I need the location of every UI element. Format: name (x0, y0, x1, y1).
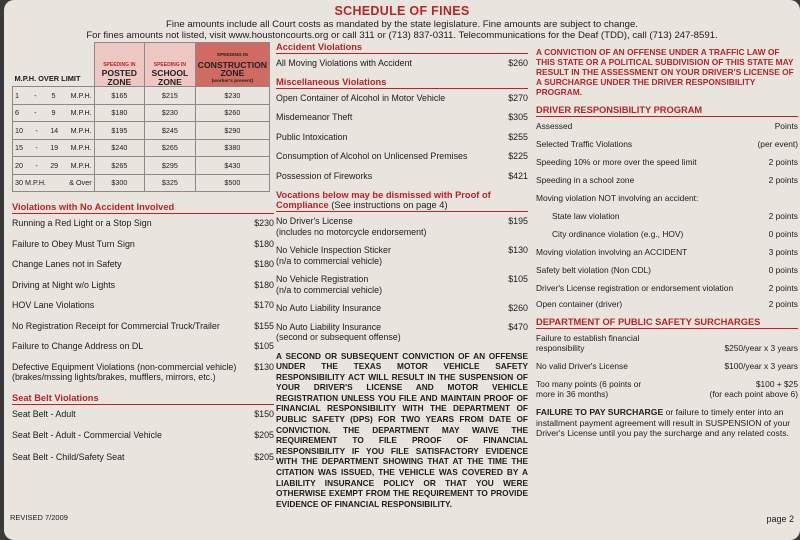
speed-range (13, 122, 95, 140)
fine-item (12, 239, 274, 250)
fine-item (276, 274, 528, 295)
fine-label (276, 58, 508, 69)
range-from: 1 (15, 90, 19, 100)
range-to: 9 (51, 108, 56, 118)
fine-amount: $105 (254, 341, 274, 351)
fine-label-text: No Registration Receipt for Commercial Truck/Trailer (12, 320, 220, 331)
range-sep: - (35, 143, 38, 153)
drp-label: Moving violation involving an ACCIDENT (536, 247, 688, 257)
range-unit: & Over (69, 178, 92, 188)
speed-range (13, 104, 95, 122)
fine-label-text: Misdemeanor Theft (276, 112, 353, 122)
fine-amount: $155 (254, 320, 274, 331)
fine-label (12, 430, 254, 441)
dps-item (536, 333, 798, 353)
fine-label (12, 362, 254, 383)
drp-points: 2 points (768, 211, 798, 221)
fine-item (12, 280, 274, 291)
speed-range-values (15, 126, 92, 135)
header-line-2: For fines amounts not listed, visit www.houstoncourts.org or call 311 or (713) 837-0311. Telecommunications for the Deaf (TDD), call (713) 247-8591. (86, 30, 718, 41)
drp-points: (per event) (757, 139, 798, 149)
range-from: 20 (15, 160, 23, 170)
drp-label: Speeding in a school zone (536, 175, 635, 185)
drp-label: Safety belt violation (Non CDL) (536, 265, 651, 275)
no-accident-list (12, 218, 274, 383)
fine-label (276, 322, 508, 343)
drp-points: 2 points (768, 283, 798, 293)
fine-posted: $240 (94, 139, 144, 157)
fine-school: $265 (145, 139, 196, 157)
fine-label-text: All Moving Violations with Accident (276, 58, 412, 68)
fine-school: $230 (145, 104, 196, 122)
fine-item (276, 303, 528, 314)
fine-item (276, 322, 528, 343)
fine-amount: $305 (508, 112, 528, 122)
fine-posted: $180 (94, 104, 144, 122)
fine-school: $325 (145, 174, 196, 192)
range-unit: M.P.H. (70, 160, 92, 170)
range-sep: - (35, 125, 38, 135)
drp-points: Points (774, 121, 798, 131)
speed-range-values (15, 178, 92, 187)
speed-range-values (15, 143, 92, 152)
fine-item (12, 430, 274, 441)
speed-row (13, 104, 270, 122)
range-unit: M.P.H. (70, 125, 92, 135)
speed-row (13, 174, 270, 192)
speed-range (13, 174, 95, 192)
drp-points: 2 points (768, 157, 798, 167)
speed-row (13, 122, 270, 140)
fine-label-text: HOV Lane Violations (12, 300, 95, 310)
fine-item (12, 341, 274, 352)
fine-item (12, 300, 274, 311)
range-unit: M.P.H. (70, 143, 92, 153)
drp-item (536, 211, 798, 221)
dps-amount: $250/year x 3 years (724, 343, 798, 353)
fine-label-sub: (n/a to commercial vehicle) (276, 255, 383, 266)
fine-label (276, 171, 508, 182)
fine-label (12, 409, 254, 420)
dps-list (536, 333, 798, 399)
fine-label-text: Failure to Obey Must Turn Sign (12, 238, 135, 249)
dps-amount: $100/year x 3 years (724, 361, 798, 371)
fine-amount: $270 (508, 92, 528, 103)
dps-item (536, 379, 798, 399)
drp-heading: DRIVER RESPONSIBILITY PROGRAM (536, 105, 798, 117)
fine-amount: $260 (508, 58, 528, 68)
fine-amount: $255 (508, 131, 528, 142)
fine-label-sub: (second or subsequent offense) (276, 332, 401, 342)
fine-item (276, 93, 528, 104)
fine-posted: $165 (94, 87, 144, 105)
fine-item (276, 58, 528, 69)
fine-amount: $130 (254, 361, 274, 372)
revised-date: REVISED 7/2009 (10, 513, 68, 522)
range-to: 29 (50, 160, 59, 170)
drp-item (536, 157, 798, 167)
surcharge-notice: FAILURE TO PAY SURCHARGE or failure to timely enter into an installment payment agreement will result in SUSPENSION of your Driver's License until you pay the surcharge and any related costs. (536, 407, 791, 438)
fine-construction: $500 (195, 174, 269, 192)
drp-label: Selected Traffic Violations (536, 139, 633, 149)
fine-label-text: Possession of Fireworks (276, 170, 373, 181)
dps-note: (for each point above 6) (709, 389, 798, 399)
drp-item (536, 175, 798, 185)
fine-label (12, 239, 254, 250)
fine-item (12, 409, 274, 420)
fine-item (276, 112, 528, 123)
fine-label (276, 245, 508, 266)
fine-item (12, 321, 274, 332)
fine-label (12, 452, 254, 463)
fine-item (276, 132, 528, 143)
fine-label-text: Seat Belt - Adult (12, 408, 76, 419)
fine-item (276, 216, 528, 237)
dps-value (724, 343, 798, 353)
fine-label-text: Public Intoxication (276, 131, 348, 142)
fine-label (276, 112, 508, 123)
speed-range (13, 139, 95, 157)
drp-points: 2 points (768, 299, 798, 309)
fine-item (12, 452, 274, 463)
fine-label-text: No Vehicle Registration (276, 274, 369, 284)
fine-amount: $230 (254, 218, 274, 228)
fine-amount: $205 (254, 451, 274, 462)
fine-amount: $180 (254, 279, 274, 290)
fine-amount: $150 (254, 408, 274, 419)
fine-item (12, 362, 274, 383)
conviction-notice: A CONVICTION OF AN OFFENSE UNDER A TRAFFIC LAW OF THIS STATE OR A POLITICAL SUBDIVISION OF THIS STATE MAY RESULT IN THE ASSESSMENT ON YOUR DRIVER'S LICENSE OF A SURCHARGE UNDER THE DRIVER RESPONSIBILITY PROGRAM. (536, 47, 794, 97)
fine-construction: $430 (195, 157, 269, 175)
fine-posted: $195 (94, 122, 144, 140)
dismissable-heading: Vocations below may be dismissed with Proof of Compliance (See instructions on page 4) (276, 190, 528, 212)
fine-amount: $205 (254, 430, 274, 440)
speed-range-values (15, 91, 92, 100)
fine-label-text: Seat Belt - Adult - Commercial Vehicle (12, 430, 162, 440)
fine-label (12, 321, 254, 332)
no-accident-heading: Violations with No Accident Involved (12, 202, 274, 214)
speed-range (13, 87, 95, 105)
fine-label-text: Running a Red Light or a Stop Sign (12, 218, 152, 228)
drp-item (536, 139, 798, 149)
drp-label: City ordinance violation (e.g., HOV) (552, 229, 684, 239)
speed-range-values (15, 108, 92, 117)
misc-heading: Miscellaneous Violations (276, 77, 528, 89)
speed-row (13, 87, 270, 105)
dps-value (710, 379, 798, 399)
dps-value (724, 361, 798, 371)
page-number: page 2 (766, 514, 794, 524)
fine-schedule-card (4, 0, 800, 540)
fine-label (12, 259, 254, 270)
fine-item (12, 259, 274, 270)
fine-label-sub: (n/a to commercial vehicle) (276, 284, 383, 295)
drp-list (536, 121, 798, 309)
accident-heading: Accident Violations (276, 42, 528, 54)
range-sep: - (35, 160, 38, 170)
page-title: SCHEDULE OF FINES (334, 4, 470, 18)
fine-school: $245 (145, 122, 196, 140)
fine-label-text: No Vehicle Inspection Sticker (276, 245, 391, 255)
fine-amount: $225 (508, 151, 528, 161)
range-sep: - (34, 108, 37, 118)
fine-label-text: Failure to Change Address on DL (12, 341, 144, 351)
speeding-table (12, 42, 270, 192)
fine-label (276, 93, 508, 104)
fine-amount: $170 (254, 300, 274, 310)
drp-item (536, 193, 798, 203)
header-line-1: Fine amounts include all Court costs as mandated by the state legislature. Fine amounts are subject to change. (166, 19, 638, 30)
dps-label: No valid Driver's License (536, 361, 628, 371)
drp-label: Open container (driver) (536, 299, 623, 309)
speed-range (13, 157, 95, 175)
range-to: 14 (50, 125, 59, 135)
fine-amount: $195 (508, 216, 528, 226)
drp-item (536, 265, 798, 275)
fine-item (276, 171, 528, 182)
fine-amount: $180 (254, 259, 274, 269)
fine-construction: $260 (195, 104, 269, 122)
drp-points: 0 points (768, 265, 798, 275)
fine-item (276, 151, 528, 162)
fine-posted: $300 (94, 174, 144, 192)
fine-construction: $230 (195, 87, 269, 105)
fine-label-text: No Driver's License (276, 216, 353, 226)
speed-row (13, 139, 270, 157)
construction-zone-header: SPEEDING IN CONSTRUCTION ZONE (worker's present) (195, 43, 269, 87)
fine-label (12, 341, 254, 352)
mph-header: M.P.H. OVER LIMIT (14, 74, 81, 83)
second-conviction-notice: A SECOND OR SUBSEQUENT CONVICTION OF AN OFFENSE UNDER THE TEXAS MOTOR VEHICLE SAFETY RESPONSIBILITY ACT WILL RESULT IN THE SUSPENSION OF YOUR DRIVER'S LICENSE AND MOTOR VEHICLE REGISTRATION UNLESS YOU FILE AND MAINTAIN PROOF OF FINANCIAL RESPONSIBILITY WITH THE DEPARTMENT OF PUBLIC SAFETY (DPS) FOR TWO YEARS FROM DATE OF CONVICTION. THE DEPARTMENT MAY WAIVE THE REQUIREMENT TO FILE PROOF OF FINANCIAL RESPONSIBILITY IF YOU FILE SATISFACTORY EVIDENCE WITH THE DEPARTMENT SHOWING THAT AT THE TIME THE CITATION WAS ISSUED, THE VEHICLE WAS COVERED BY A LIABILITY INSURANCE POLICY OR THAT YOU WERE OTHERWISE EXEMPT FROM THE REQUIREMENT TO PROVIDE EVIDENCE OF FINANCIAL RESPONSIBILITY. (276, 350, 528, 509)
range-unit: M.P.H. (70, 90, 92, 100)
range-to: 19 (50, 143, 59, 153)
column-left (12, 42, 274, 473)
drp-item (536, 121, 798, 131)
range-from: 10 (15, 125, 23, 135)
fine-label-text: Consumption of Alcohol on Unlicensed Premises (276, 151, 468, 161)
drp-label: Moving violation NOT involving an accident: (536, 193, 699, 203)
fine-school: $295 (145, 157, 196, 175)
dps-amount: $100 + $25 (755, 379, 798, 389)
accident-list (276, 58, 528, 69)
fine-amount: $130 (508, 245, 528, 255)
dps-item (536, 361, 798, 371)
range-unit: M.P.H. (70, 108, 92, 118)
fine-label-sub: (includes no motorcycle endorsement) (276, 226, 427, 237)
speed-range-values (15, 161, 92, 170)
misc-list (276, 93, 528, 182)
drp-item (536, 283, 798, 293)
range-sep: - (34, 90, 37, 100)
drp-item (536, 229, 798, 239)
fine-label (276, 151, 508, 162)
fine-label (276, 132, 508, 143)
drp-points: 3 points (768, 247, 798, 257)
dps-heading: DEPARTMENT OF PUBLIC SAFETY SURCHARGES (536, 317, 798, 329)
posted-zone-header: SPEEDING IN POSTED ZONE (94, 43, 144, 87)
fine-label-text: Seat Belt - Child/Safety Seat (12, 451, 125, 462)
range-to: 5 (51, 90, 56, 100)
fine-amount: $260 (508, 303, 528, 313)
fine-item (12, 218, 274, 229)
speed-row (13, 157, 270, 175)
drp-label: Speeding 10% or more over the speed limit (536, 157, 697, 167)
fine-label (276, 216, 508, 237)
range-from: 6 (15, 108, 19, 118)
dismissable-list (276, 216, 528, 343)
drp-item (536, 299, 798, 309)
fine-construction: $290 (195, 122, 269, 140)
fine-label-text: Defective Equipment Violations (non-commercial vehicle) (brakes/mssing lights/brakes, mufflers, mirrors, etc.) (12, 361, 237, 382)
range-from: 15 (15, 143, 23, 153)
drp-label: State law violation (552, 211, 620, 221)
column-right (536, 47, 798, 439)
fine-construction: $380 (195, 139, 269, 157)
fine-label-text: No Auto Liability Insurance (276, 303, 382, 313)
seat-belt-heading: Seat Belt Violations (12, 393, 274, 405)
fine-label (12, 300, 254, 311)
fine-label-text: Driving at Night w/o Lights (12, 279, 116, 290)
fine-amount: $470 (508, 321, 528, 332)
drp-item (536, 247, 798, 257)
dps-label: Too many points (6 points or more in 36 months) (536, 379, 642, 399)
fine-label (12, 218, 254, 229)
fine-label (276, 274, 508, 295)
fine-amount: $105 (508, 274, 528, 284)
dps-label: Failure to establish financial responsibility (536, 333, 640, 353)
fine-label-text: No Auto Liability Insurance (276, 321, 382, 332)
drp-label: Driver's License registration or endorsement violation (536, 283, 734, 293)
range-from: 30 M.P.H. (15, 178, 47, 188)
column-middle (276, 42, 528, 509)
seat-belt-list (12, 409, 274, 463)
fine-label (12, 280, 254, 291)
fine-posted: $265 (94, 157, 144, 175)
fine-item (276, 245, 528, 266)
school-zone-header: SPEEDING IN SCHOOL ZONE (145, 43, 196, 87)
fine-label-text: Change Lanes not in Safety (12, 259, 122, 269)
drp-label: Assessed (536, 121, 573, 131)
fine-amount: $421 (508, 170, 528, 181)
fine-amount: $180 (254, 238, 274, 249)
fine-label (276, 303, 508, 314)
fine-school: $215 (145, 87, 196, 105)
drp-points: 0 points (768, 229, 798, 239)
drp-points: 2 points (768, 175, 798, 185)
fine-label-text: Open Container of Alcohol in Motor Vehicle (276, 92, 446, 103)
